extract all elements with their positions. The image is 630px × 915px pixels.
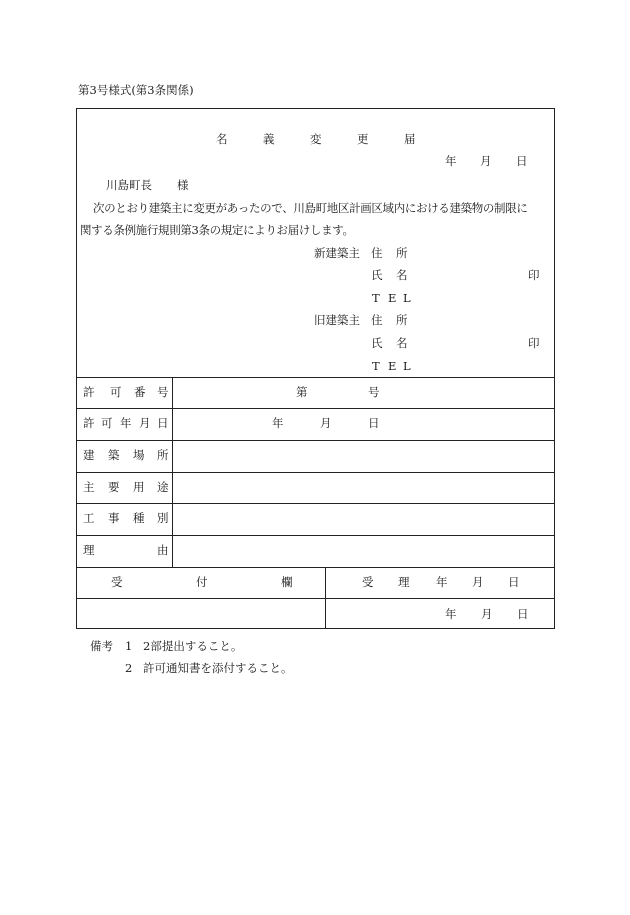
addressee-honorific: 様 [177,178,189,192]
old-owner-tel-label: L [403,359,411,373]
old-owner-name-label: 名 [396,336,408,350]
body-text-line-1: 次のとおり建築主に変更があったので、川島町地区計画区域内における建築物の制限に [93,201,528,215]
new-owner-name-label: 名 [396,268,408,282]
row-label-char: 可 [101,416,113,430]
receipt-bottom-day: 日 [517,607,529,621]
reception-label-char: 付 [196,575,208,589]
permit-number-suffix: 号 [368,385,380,399]
divider [76,567,555,568]
permit-date-month: 月 [320,416,332,430]
receipt-label-char: 受 [362,575,374,589]
remarks-label: 備考 [90,639,113,653]
divider [76,377,555,378]
row-label-char: 由 [157,543,169,557]
remark-number: 2 [125,661,133,675]
row-label-char: 要 [108,480,120,494]
form-number: 第3号様式(第3条関係) [78,83,194,97]
row-label-char: 建 [83,448,95,462]
new-owner-tel-label: E [388,291,397,305]
remark-text: 2部提出すること。 [143,639,243,653]
row-label-char: 許 [83,385,95,399]
row-label-char: 号 [157,385,169,399]
permit-date-year: 年 [272,416,284,430]
body-text-line-2: 関する条例施行規則第3条の規定によりお届けします。 [80,223,354,237]
new-owner-tel-label: T [372,291,380,305]
row-label-char: 所 [157,448,169,462]
row-label-char: 月 [139,416,151,430]
row-label-char: 築 [108,448,120,462]
date-day: 日 [516,154,528,168]
divider [76,408,555,409]
old-owner-seal: 印 [528,336,540,350]
new-owner-tel-label: L [403,291,411,305]
old-owner-address-label: 住 [371,313,383,327]
title-char: 届 [404,132,416,146]
new-owner-address-label: 住 [371,246,383,260]
title-char: 更 [357,132,369,146]
new-owner-address-label: 所 [396,246,408,260]
old-owner-label: 旧建築主 [314,313,360,327]
date-year: 年 [445,154,457,168]
receipt-bottom-year: 年 [445,607,457,621]
remark-text: 許可通知書を添付すること。 [143,661,293,675]
remark-number: 1 [125,639,133,653]
new-owner-seal: 印 [528,268,540,282]
divider [76,503,555,504]
label-column-divider [172,377,173,567]
row-label-char: 番 [134,385,146,399]
title-char: 名 [216,132,228,146]
row-label-char: 別 [157,511,169,525]
receipt-bottom-month: 月 [481,607,493,621]
old-owner-tel-label: T [372,359,380,373]
old-owner-tel-label: E [388,359,397,373]
permit-date-day: 日 [368,416,380,430]
receipt-label-char: 理 [398,575,410,589]
old-owner-address-label: 所 [396,313,408,327]
divider [76,472,555,473]
divider [76,440,555,441]
row-label-char: 場 [133,448,145,462]
row-label-char: 種 [133,511,145,525]
divider [76,535,555,536]
permit-number-prefix: 第 [296,385,308,399]
new-owner-name-label: 氏 [371,268,383,282]
addressee-name: 川島町長 [106,178,152,192]
row-label-char: 日 [157,416,169,430]
new-owner-label: 新建築主 [314,246,360,260]
reception-label-char: 欄 [281,575,293,589]
row-label-char: 途 [157,480,169,494]
receipt-date-year: 年 [436,575,448,589]
receipt-date-month: 月 [472,575,484,589]
row-label-char: 主 [83,480,95,494]
date-month: 月 [480,154,492,168]
row-label-char: 年 [120,416,132,430]
row-label-char: 可 [110,385,122,399]
title-char: 義 [263,132,275,146]
divider [76,598,555,599]
row-label-char: 許 [83,416,95,430]
reception-column-divider [325,567,326,629]
reception-label-char: 受 [111,575,123,589]
row-label-char: 理 [83,543,95,557]
receipt-date-day: 日 [508,575,520,589]
row-label-char: 事 [108,511,120,525]
row-label-char: 用 [133,480,145,494]
title-char: 変 [310,132,322,146]
row-label-char: 工 [83,511,95,525]
old-owner-name-label: 氏 [371,336,383,350]
